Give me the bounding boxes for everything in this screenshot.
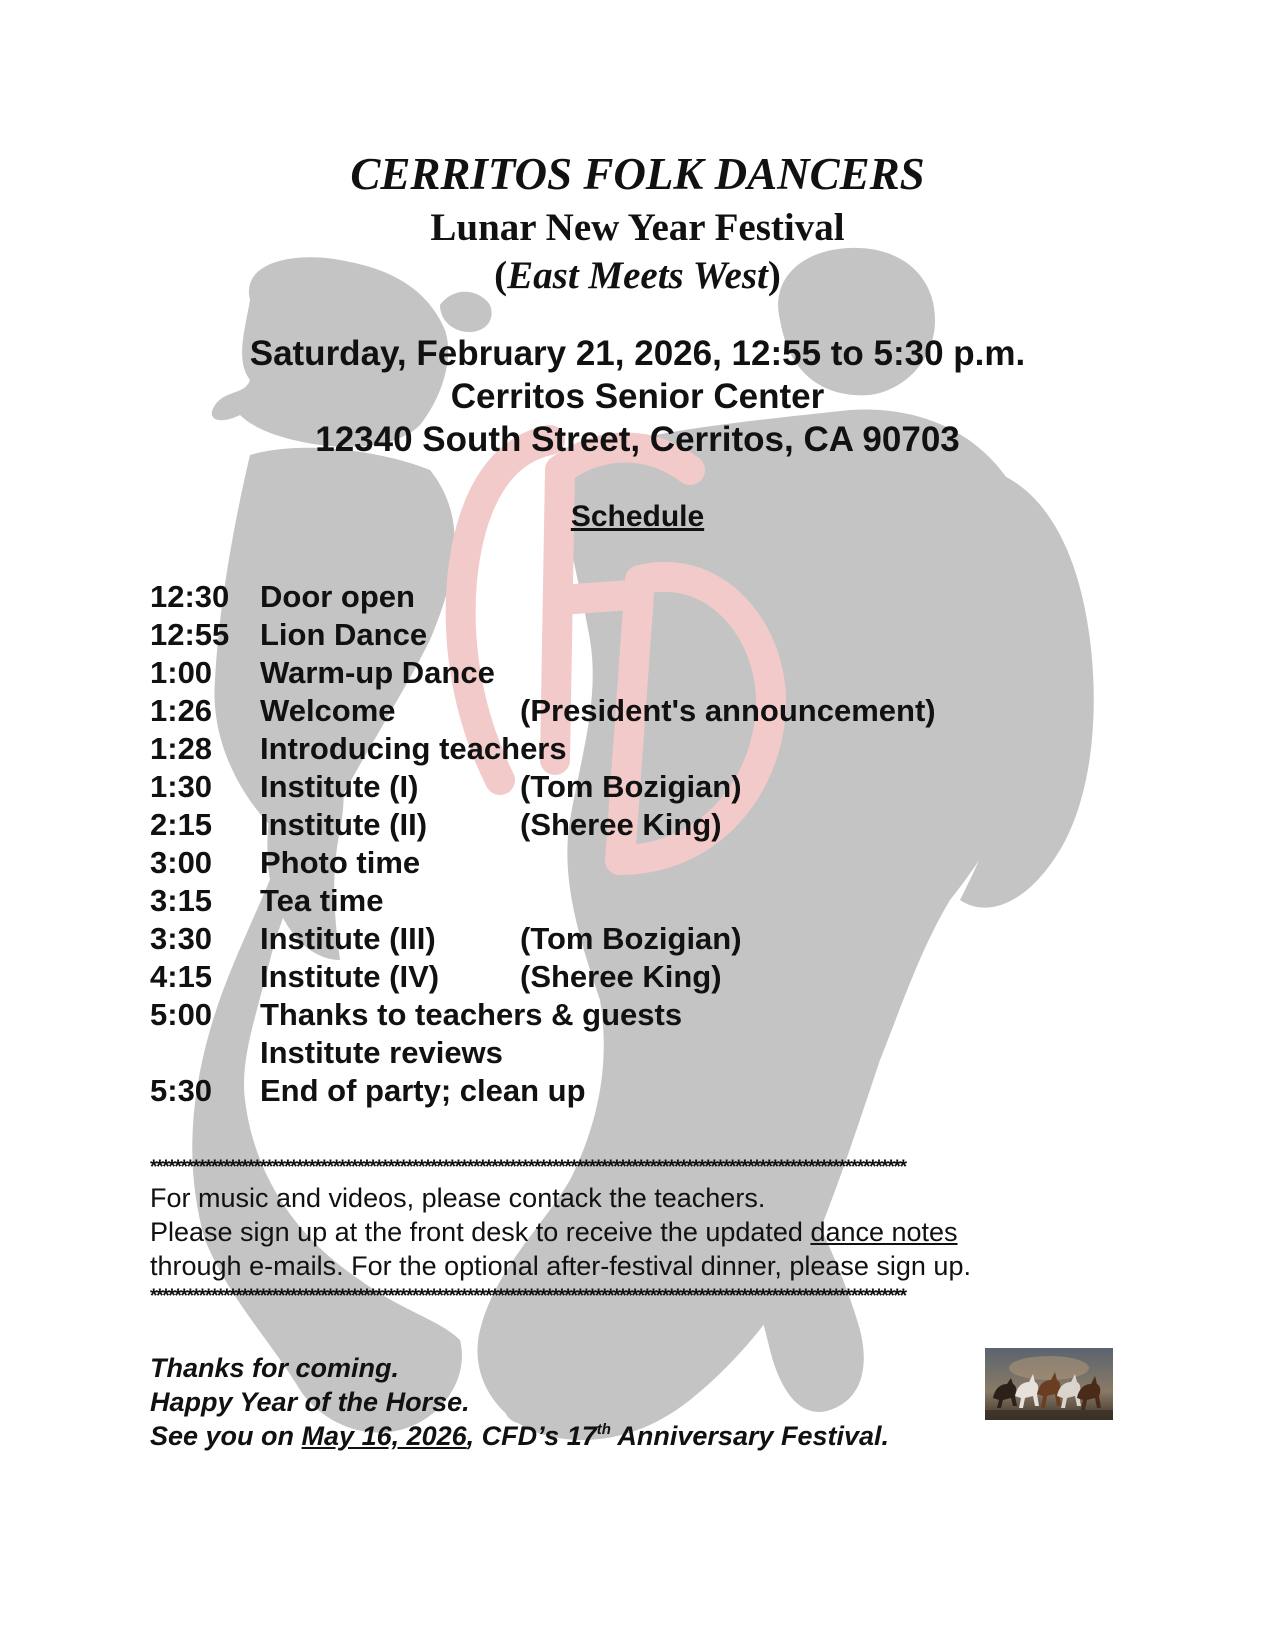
- schedule-time: 1:26: [150, 693, 213, 728]
- schedule-time: 12:55: [150, 617, 230, 652]
- schedule-time: 5:30: [150, 1073, 213, 1108]
- theme-close-paren: ): [767, 254, 781, 297]
- schedule-time: 3:30: [150, 921, 213, 956]
- schedule-activity: Institute reviews: [260, 1035, 503, 1070]
- closing-line-3-lead: See you on: [150, 1421, 302, 1451]
- schedule-note: (Sheree King): [520, 959, 722, 994]
- event-address: 12340 South Street, Cerritos, CA 90703: [315, 420, 960, 459]
- schedule-time: 12:30: [150, 579, 230, 614]
- schedule-time: 1:00: [150, 655, 213, 690]
- info-line-2: [150, 1217, 958, 1248]
- schedule-activity: Photo time: [260, 845, 421, 880]
- schedule-time: 1:28: [150, 731, 213, 766]
- schedule-note: (President's announcement): [520, 693, 936, 728]
- info-line-1: For music and videos, please contack the teachers.: [150, 1183, 766, 1213]
- page-title: CERRITOS FOLK DANCERS: [350, 149, 925, 199]
- ordinal-suffix: th: [596, 1421, 611, 1438]
- event-theme: [0, 253, 1275, 298]
- separator-bottom: ****************************************************************************************************************************: [150, 1286, 906, 1307]
- closing-line-2: Happy Year of the Horse.: [150, 1387, 470, 1417]
- event-subtitle: Lunar New Year Festival: [430, 206, 845, 249]
- schedule-activity: Lion Dance: [260, 617, 428, 652]
- schedule-activity: Warm-up Dance: [260, 655, 495, 690]
- schedule-time: 3:15: [150, 883, 213, 918]
- info-line-3: through e-mails. For the optional after-festival dinner, please sign up.: [150, 1251, 971, 1281]
- schedule-time: 3:00: [150, 845, 213, 880]
- schedule-activity: Welcome: [260, 693, 396, 728]
- schedule-activity: Institute (I): [260, 769, 419, 804]
- theme-open-paren: (: [494, 254, 508, 297]
- schedule-activity: Tea time: [260, 883, 384, 918]
- closing-line-3-mid: , CFD’s 17: [466, 1421, 597, 1451]
- running-horses-image: [985, 1348, 1113, 1420]
- schedule-activity: Institute (III): [260, 921, 436, 956]
- event-venue: Cerritos Senior Center: [450, 377, 825, 416]
- schedule-activity: Thanks to teachers & guests: [260, 997, 683, 1032]
- schedule-note: (Tom Bozigian): [520, 769, 742, 804]
- schedule-time: 4:15: [150, 959, 213, 994]
- theme-text: East Meets West: [507, 254, 768, 297]
- info-line-2-text: Please sign up at the front desk to receive the updated: [150, 1217, 811, 1247]
- schedule-activity: Institute (IV): [260, 959, 440, 994]
- schedule-time: 1:30: [150, 769, 213, 804]
- schedule-activity: Institute (II): [260, 807, 428, 842]
- closing-line-3: [150, 1421, 889, 1452]
- dance-notes-link[interactable]: dance notes: [810, 1217, 958, 1247]
- schedule-note: (Tom Bozigian): [520, 921, 742, 956]
- schedule-time: 2:15: [150, 807, 213, 842]
- schedule-activity: Introducing teachers: [260, 731, 567, 766]
- separator-top: ****************************************************************************************************************************: [150, 1157, 906, 1178]
- schedule-heading: Schedule: [570, 500, 705, 533]
- next-festival-date: May 16, 2026: [301, 1421, 467, 1451]
- schedule-activity: End of party; clean up: [260, 1073, 586, 1108]
- schedule-activity: Door open: [260, 579, 415, 614]
- schedule-note: (Sheree King): [520, 807, 722, 842]
- closing-line-1: Thanks for coming.: [150, 1353, 400, 1383]
- closing-line-3-end: Anniversary Festival.: [610, 1421, 890, 1451]
- schedule-time: 5:00: [150, 997, 213, 1032]
- event-date-time: Saturday, February 21, 2026, 12:55 to 5:30 p.m.: [249, 334, 1026, 373]
